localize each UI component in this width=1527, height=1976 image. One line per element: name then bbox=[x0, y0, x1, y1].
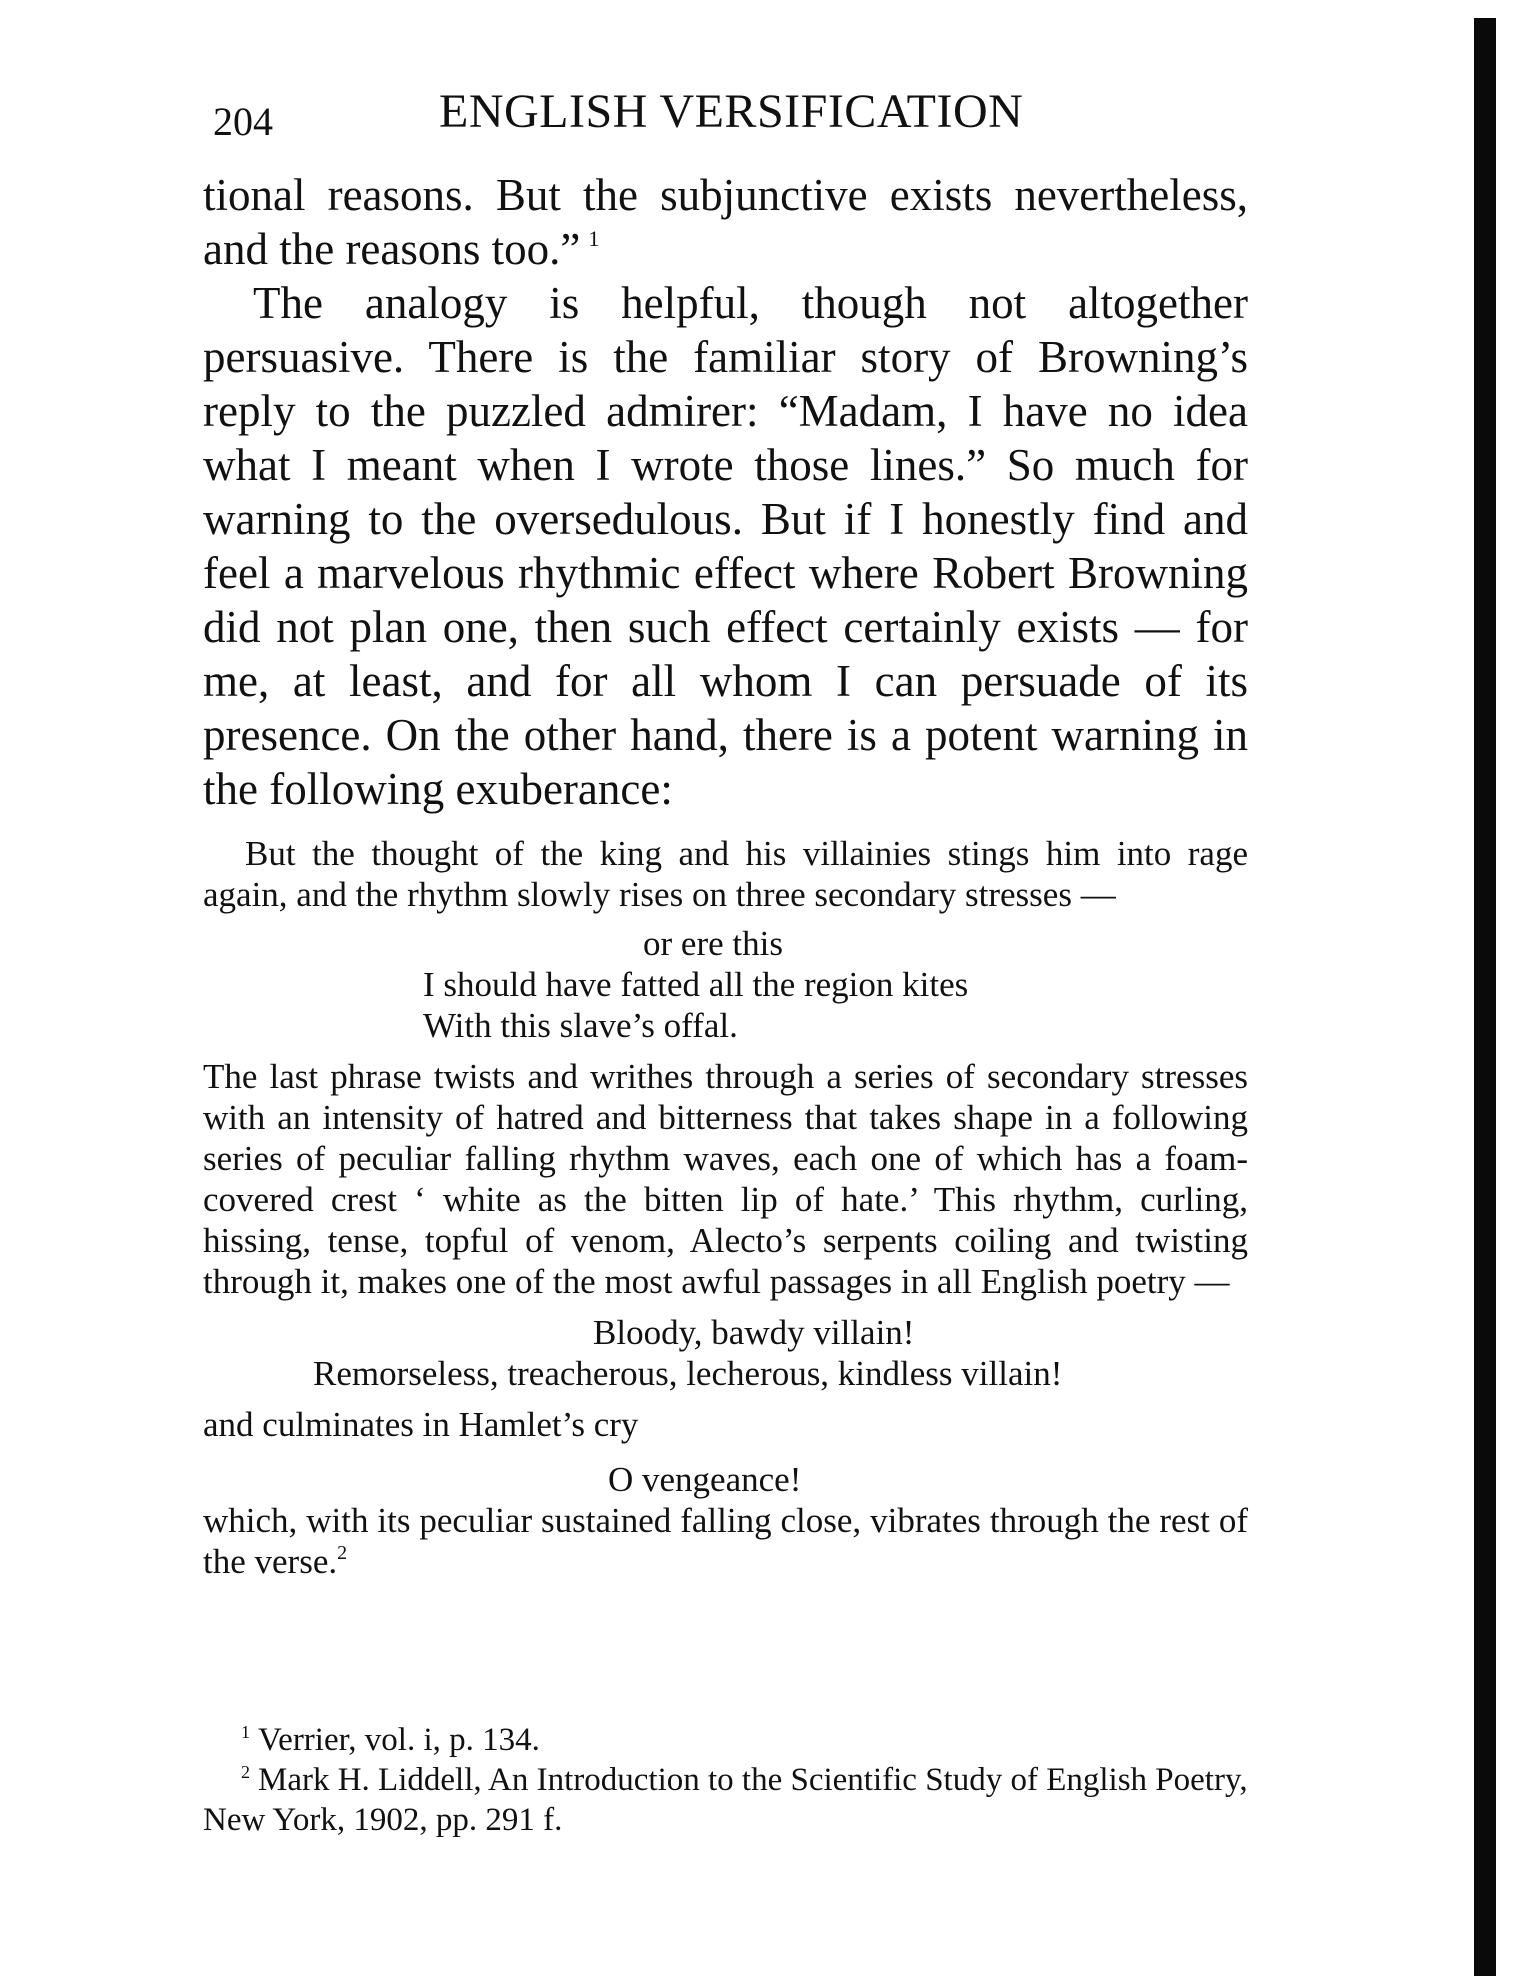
footnote-text: Mark H. Liddell, An Introduction to the Scientific Study of English Poetry, New York, 1902, pp. 291 f. bbox=[203, 1762, 1248, 1838]
verse-line: Bloody, bawdy villain! bbox=[593, 1313, 915, 1352]
running-title: ENGLISH VERSIFICATION bbox=[439, 85, 1024, 138]
verse-line: I should have fatted all the region kites bbox=[423, 965, 969, 1004]
quote-intro: But the thought of the king and his villainies stings him into rage again, and the rhythm slowly rises on three secondary stresses — bbox=[203, 834, 1248, 914]
quote-transition: and culminates in Hamlet’s cry bbox=[203, 1405, 639, 1444]
verse-line: Remorseless, treacherous, lecherous, kindless villain! bbox=[313, 1354, 1063, 1393]
verse-line: or ere this bbox=[643, 924, 783, 963]
paragraph-continued bbox=[203, 168, 1248, 276]
closing-text: which, with its peculiar sustained falling close, vibrates through the rest of the verse. bbox=[203, 1501, 1248, 1581]
verse-line: With this slave’s offal. bbox=[423, 1006, 738, 1045]
footnote-ref: 1 bbox=[588, 226, 600, 251]
verse-line: O vengeance! bbox=[608, 1460, 802, 1499]
footnote-ref: 2 bbox=[337, 1542, 348, 1564]
footnote-text: Verrier, vol. i, p. 134. bbox=[258, 1722, 540, 1758]
footnotes bbox=[203, 1720, 1248, 1840]
quote-paragraph: The last phrase twists and writhes through a series of secondary stresses with an intensity of hatred and bitterness that takes shape in a following series of peculiar falling rhythm waves, each one of which has a foam-covered crest ‘ white as the bitten lip of hate.’ This rhythm, curling, hissing, tense, topful of venom, Alecto’s serpents coiling and twisting through it, makes one of the most awful passages in all English poetry — bbox=[203, 1057, 1248, 1301]
book-page bbox=[203, 0, 1248, 1976]
paragraph: The analogy is helpful, though not altogether persuasive. There is the familiar story of Browning’s reply to the puzzled admirer: “Madam, I have no idea what I meant when I wrote those lines.” So much for warning to the oversedulous. But if I honestly find and feel a marvelous rhythmic effect where Robert Browning did not plan one, then such effect certainly exists — for me, at least, and for all whom I can persuade of its presence. On the other hand, there is a potent warning in the following exuberance: bbox=[203, 278, 1248, 814]
page-number: 204 bbox=[213, 99, 273, 144]
quoted-passage bbox=[203, 833, 1248, 1582]
quote-closing bbox=[203, 1500, 1248, 1582]
footnote-mark: 2 bbox=[241, 1762, 250, 1782]
verse-block bbox=[203, 1312, 1248, 1394]
footnote bbox=[203, 1760, 1248, 1840]
main-text bbox=[203, 168, 1248, 816]
footnote bbox=[203, 1720, 1248, 1760]
paragraph-text: tional reasons. But the subjunctive exists nevertheless, and the reasons too.” bbox=[203, 170, 1248, 274]
footnote-mark: 1 bbox=[241, 1722, 250, 1742]
verse-block bbox=[203, 923, 1248, 1046]
verse-block bbox=[203, 1459, 1248, 1500]
running-head bbox=[213, 84, 1248, 144]
page-edge-shadow bbox=[1474, 18, 1496, 1976]
